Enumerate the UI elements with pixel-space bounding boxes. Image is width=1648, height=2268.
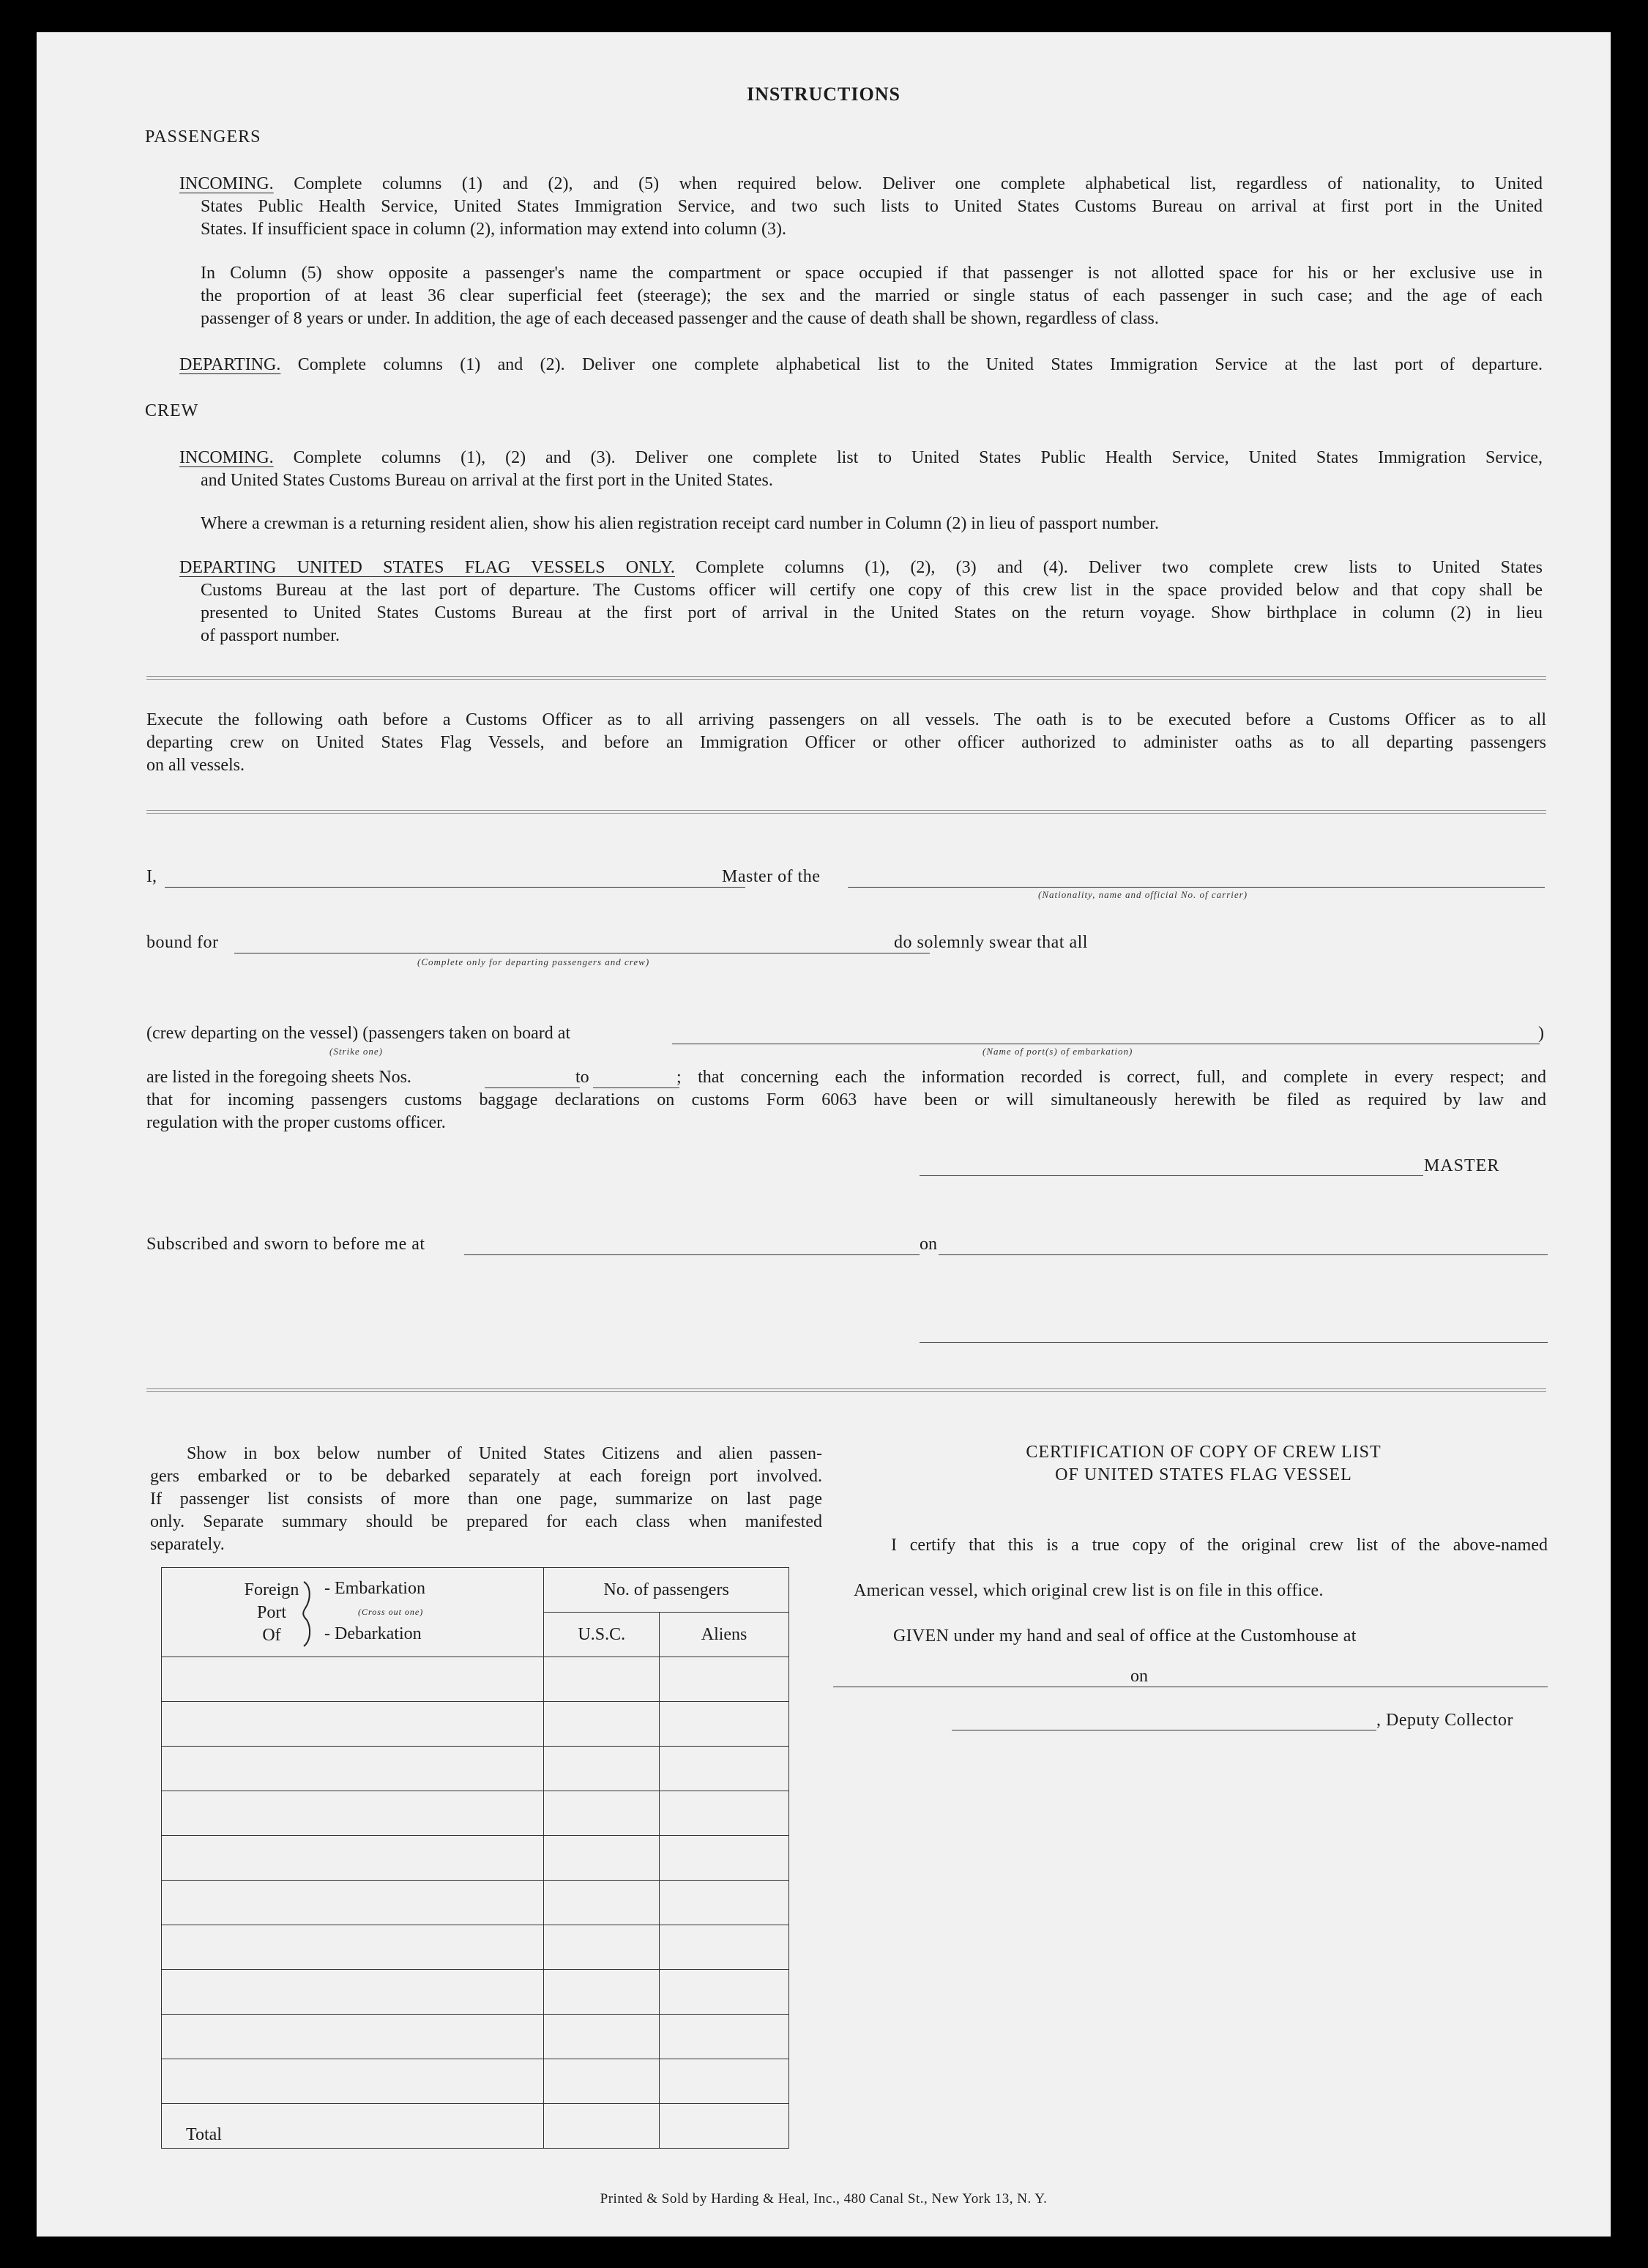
printer-footer: Printed & Sold by Harding & Heal, Inc., 480 Canal St., New York 13, N. Y. bbox=[600, 2191, 1048, 2206]
oath-instruction bbox=[146, 709, 1546, 777]
summary-line: separately. bbox=[150, 1535, 225, 1554]
usc-cell[interactable] bbox=[544, 1747, 660, 1791]
subscribed-date-field[interactable] bbox=[939, 1254, 1548, 1255]
passengers-incoming-line: States. If insufficient space in column (2), information may extend into column (3). bbox=[201, 220, 787, 239]
bound-for-label: bound for bbox=[146, 933, 219, 952]
aliens-header: Aliens bbox=[660, 1613, 789, 1657]
listed-text-a: are listed in the foregoing sheets Nos. bbox=[146, 1068, 411, 1087]
listed-text-b: ; that concerning each the information recorded is correct, full, and complete in every respect; and bbox=[676, 1068, 1546, 1087]
summary-text bbox=[150, 1443, 822, 1556]
divider bbox=[146, 676, 1546, 680]
table-row bbox=[162, 1791, 789, 1836]
crew-departing-block bbox=[179, 557, 1543, 579]
column5-line: In Column (5) show opposite a passenger's name the compartment or space occupied if that passenger is not allotted space for his or her exclusive use in bbox=[201, 264, 1543, 283]
passengers-column5-block bbox=[201, 262, 1543, 330]
passengers-incoming-cont bbox=[201, 196, 1543, 241]
sheet-from-field[interactable] bbox=[485, 1087, 580, 1088]
crew-crewman-text: Where a crewman is a returning resident alien, show his alien registration receipt card number in Column (2) in lieu of passport number. bbox=[201, 514, 1159, 533]
passenger-summary-table bbox=[161, 1567, 789, 2149]
oath-instruction-line: departing crew on United States Flag Vessels, and before an Immigration Officer or other officer authorized to administer oaths as to all departing passengers bbox=[146, 733, 1546, 752]
swear-text: do solemnly swear that all bbox=[894, 933, 1088, 952]
total-row bbox=[162, 2104, 789, 2149]
crew-incoming-line: Complete columns (1), (2) and (3). Deliver one complete list to United States Public Health Service, United States Immigration Service, bbox=[293, 448, 1543, 467]
port-cell[interactable] bbox=[162, 1970, 544, 2015]
passengers-departing-block bbox=[179, 354, 1543, 376]
master-label: MASTER bbox=[1424, 1156, 1500, 1175]
table-row bbox=[162, 1747, 789, 1791]
carrier-field[interactable] bbox=[848, 887, 1545, 888]
usc-cell[interactable] bbox=[544, 1657, 660, 1702]
sheet-to-field[interactable] bbox=[593, 1087, 679, 1088]
total-label: Total bbox=[162, 2104, 544, 2149]
strike-note: (Strike one) bbox=[329, 1046, 384, 1057]
aliens-cell[interactable] bbox=[660, 1702, 789, 1747]
port-cell[interactable] bbox=[162, 1836, 544, 1881]
usc-cell[interactable] bbox=[544, 1970, 660, 2015]
port-cell[interactable] bbox=[162, 1657, 544, 1702]
close-paren: ) bbox=[1538, 1024, 1544, 1043]
oath-instruction-line: Execute the following oath before a Customs Officer as to all arriving passengers on all vessels. The oath is to be executed before a Customs Officer as to all bbox=[146, 710, 1546, 729]
subscribed-text: Subscribed and sworn to before me at bbox=[146, 1235, 425, 1254]
certification-line3: GIVEN under my hand and seal of office at the Customhouse at bbox=[893, 1626, 1357, 1646]
usc-cell[interactable] bbox=[544, 2015, 660, 2059]
passengers-departing-label: DEPARTING. bbox=[179, 355, 281, 374]
port-cell[interactable] bbox=[162, 2015, 544, 2059]
passengers-departing-text: Complete columns (1) and (2). Deliver one complete alphabetical list to the United States Immigration Service at the last port of departure. bbox=[297, 355, 1543, 374]
port-cell[interactable] bbox=[162, 1881, 544, 1925]
port-header-cell bbox=[162, 1568, 544, 1657]
usc-cell[interactable] bbox=[544, 1881, 660, 1925]
summary-line: only. Separate summary should be prepared for each class when manifested bbox=[150, 1512, 822, 1531]
oath-line3: regulation with the proper customs officer. bbox=[146, 1113, 446, 1132]
table-row bbox=[162, 1925, 789, 1970]
usc-cell[interactable] bbox=[544, 1702, 660, 1747]
usc-total-cell[interactable] bbox=[544, 2104, 660, 2149]
aliens-cell[interactable] bbox=[660, 1791, 789, 1836]
passengers-incoming-block bbox=[179, 173, 1543, 196]
crew-incoming-cont: and United States Customs Bureau on arrival at the first port in the United States. bbox=[201, 471, 773, 490]
master-name-field[interactable] bbox=[165, 887, 745, 888]
summary-line: gers embarked or to be debarked separately at each foreign port involved. bbox=[150, 1467, 822, 1486]
foreign-label: Foreign bbox=[244, 1580, 299, 1599]
port-cell[interactable] bbox=[162, 1925, 544, 1970]
table-row bbox=[162, 1881, 789, 1925]
passengers-incoming-label: INCOMING. bbox=[179, 174, 274, 193]
crew-departing-line: of passport number. bbox=[201, 626, 340, 645]
oath-instruction-line: on all vessels. bbox=[146, 756, 245, 775]
port-cell[interactable] bbox=[162, 1747, 544, 1791]
column5-line: the proportion of at least 36 clear superficial feet (steerage); the sex and the married or single status of each passenger in such case; and the age of each bbox=[201, 286, 1543, 305]
certification-line1: I certify that this is a true copy of the original crew list of the above-named bbox=[891, 1536, 1548, 1555]
port-cell[interactable] bbox=[162, 2059, 544, 2104]
table-row bbox=[162, 1702, 789, 1747]
officer-signature-field[interactable] bbox=[920, 1342, 1548, 1343]
table-row bbox=[162, 2015, 789, 2059]
ports-note: (Name of port(s) of embarkation) bbox=[983, 1046, 1133, 1057]
passengers-incoming-line: Complete columns (1) and (2), and (5) when required below. Deliver one complete alphabetical list, regardless of nationality, to United bbox=[294, 174, 1543, 193]
master-signature-field[interactable] bbox=[920, 1175, 1423, 1176]
cross-out-note: (Cross out one) bbox=[358, 1606, 424, 1617]
usc-cell[interactable] bbox=[544, 2059, 660, 2104]
port-cell[interactable] bbox=[162, 1791, 544, 1836]
aliens-cell[interactable] bbox=[660, 1836, 789, 1881]
table-row bbox=[162, 1836, 789, 1881]
port-header-labels bbox=[242, 1579, 301, 1647]
subscribed-place-field[interactable] bbox=[464, 1254, 920, 1255]
debarkation-label[interactable]: - Debarkation bbox=[324, 1624, 422, 1643]
nationality-note: (Nationality, name and official No. of carrier) bbox=[1038, 889, 1248, 900]
summary-line: If passenger list consists of more than one page, summarize on last page bbox=[150, 1490, 822, 1509]
aliens-cell[interactable] bbox=[660, 1970, 789, 2015]
crew-passengers-choice[interactable]: (crew departing on the vessel) (passengers taken on board at bbox=[146, 1024, 571, 1043]
oath-line2: that for incoming passengers customs baggage declarations on customs Form 6063 have been or will simultaneously herewith be filed as required by law and bbox=[146, 1090, 1546, 1109]
summary-line: Show in box below number of United States Citizens and alien passen- bbox=[187, 1444, 822, 1463]
aliens-cell[interactable] bbox=[660, 2015, 789, 2059]
divider bbox=[146, 1388, 1546, 1392]
crew-incoming-block bbox=[179, 447, 1543, 469]
certification-title bbox=[832, 1441, 1576, 1487]
master-of-the-label: Master of the bbox=[722, 867, 821, 886]
deputy-collector-label: , Deputy Collector bbox=[1376, 1711, 1513, 1730]
crew-heading: CREW bbox=[145, 401, 199, 420]
table-row bbox=[162, 1657, 789, 1702]
table-row bbox=[162, 1970, 789, 2015]
brace-icon bbox=[301, 1579, 317, 1649]
crew-incoming-label: INCOMING. bbox=[179, 448, 274, 467]
crew-departing-label: DEPARTING UNITED STATES FLAG VESSELS ONLY. bbox=[179, 558, 675, 577]
subscribed-on: on bbox=[920, 1235, 937, 1254]
aliens-cell[interactable] bbox=[660, 2059, 789, 2104]
crew-departing-line: presented to United States Customs Bureau at the first port of arrival in the United States on the return voyage. Show birthplace in column (2) in lieu bbox=[201, 603, 1543, 622]
column5-line: passenger of 8 years or under. In addition, the age of each deceased passenger and the cause of death shall be shown, regardless of class. bbox=[201, 309, 1159, 328]
certification-title-line: OF UNITED STATES FLAG VESSEL bbox=[1055, 1465, 1352, 1484]
oath-i-label: I, bbox=[146, 867, 157, 886]
embarkation-label[interactable]: - Embarkation bbox=[324, 1578, 425, 1598]
aliens-cell[interactable] bbox=[660, 1881, 789, 1925]
no-of-passengers-header: No. of passengers bbox=[544, 1568, 789, 1613]
listed-to: to bbox=[575, 1068, 589, 1087]
crew-departing-line: Complete columns (1), (2), (3) and (4). Deliver two complete crew lists to United States bbox=[696, 558, 1543, 577]
passengers-heading: PASSENGERS bbox=[145, 127, 261, 146]
certification-title-line: CERTIFICATION OF COPY OF CREW LIST bbox=[1026, 1443, 1382, 1462]
usc-cell[interactable] bbox=[544, 1836, 660, 1881]
divider bbox=[146, 810, 1546, 814]
aliens-cell[interactable] bbox=[660, 1747, 789, 1791]
aliens-cell[interactable] bbox=[660, 1657, 789, 1702]
certification-line2: American vessel, which original crew list is on file in this office. bbox=[854, 1581, 1324, 1600]
page-title: INSTRUCTIONS bbox=[747, 83, 901, 105]
of-label: Of bbox=[262, 1625, 281, 1645]
usc-cell[interactable] bbox=[544, 1925, 660, 1970]
certification-on: on bbox=[1130, 1667, 1148, 1686]
aliens-total-cell[interactable] bbox=[660, 2104, 789, 2149]
port-label: Port bbox=[256, 1602, 286, 1622]
passengers-incoming-line: States Public Health Service, United States Immigration Service, and two such lists to United States Customs Bureau on arrival at first port in the United bbox=[201, 197, 1543, 216]
usc-cell[interactable] bbox=[544, 1791, 660, 1836]
usc-header: U.S.C. bbox=[544, 1613, 660, 1657]
form-sheet bbox=[37, 32, 1611, 2237]
port-cell[interactable] bbox=[162, 1702, 544, 1747]
table-row bbox=[162, 2059, 789, 2104]
aliens-cell[interactable] bbox=[660, 1925, 789, 1970]
crew-departing-line: Customs Bureau at the last port of departure. The Customs officer will certify one copy of this crew list in the space provided below and that copy shall be bbox=[201, 581, 1543, 600]
crew-departing-cont bbox=[201, 579, 1543, 647]
departing-note: (Complete only for departing passengers and crew) bbox=[417, 956, 650, 967]
